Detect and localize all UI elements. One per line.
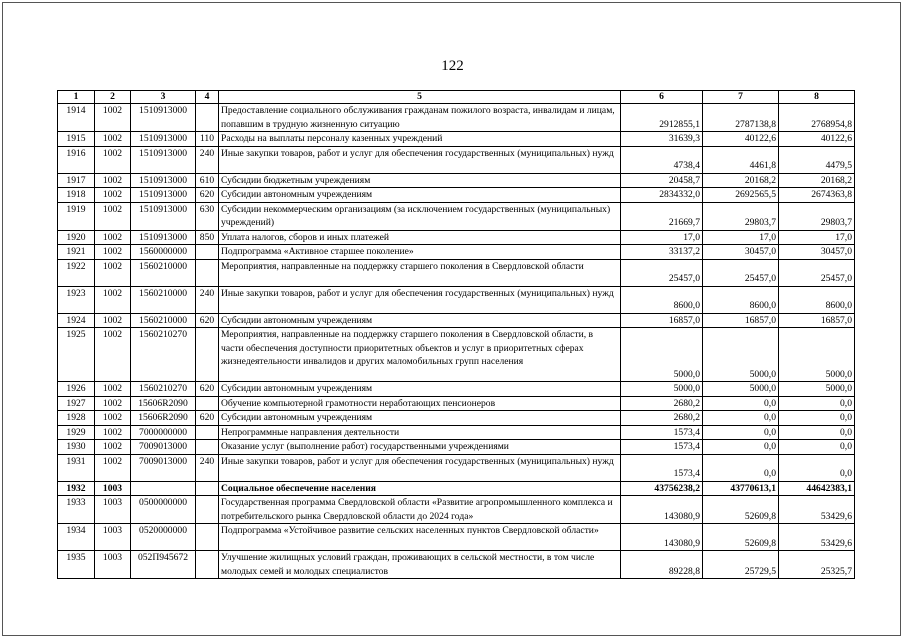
- cell-col-4: 620: [196, 411, 219, 426]
- cell-col-5: Мероприятия, направленные на поддержку старшего поколения в Свердловской области: [219, 259, 621, 286]
- cell-col-6: 1573,4: [621, 454, 703, 481]
- table-row: [58, 411, 855, 426]
- cell-col-6: 4738,4: [621, 146, 703, 173]
- table-row: [58, 382, 855, 397]
- cell-col-6: 43756238,2: [621, 481, 703, 496]
- cell-col-4: 620: [196, 313, 219, 328]
- cell-col-5: Предоставление социального обслуживания гражданам пожилого возраста, инвалидам и лицам, попавшим в трудную жизненную ситуацию: [219, 104, 621, 132]
- cell-col-2: 1003: [95, 496, 131, 524]
- cell-col-3: 0500000000: [131, 496, 196, 524]
- table-body: [58, 104, 855, 579]
- cell-col-7: 52609,8: [703, 496, 779, 524]
- table-row: [58, 173, 855, 188]
- cell-col-6: 89228,8: [621, 551, 703, 579]
- table-row: [58, 440, 855, 455]
- cell-col-8: 30457,0: [779, 245, 855, 260]
- cell-col-8: 0,0: [779, 396, 855, 411]
- cell-col-1: 1919: [58, 202, 95, 230]
- cell-col-6: 2912855,1: [621, 104, 703, 132]
- cell-col-1: 1920: [58, 230, 95, 245]
- cell-col-4: 850: [196, 230, 219, 245]
- header-col-5: 5: [219, 91, 621, 104]
- cell-col-7: 17,0: [703, 230, 779, 245]
- cell-col-6: 25457,0: [621, 259, 703, 286]
- table-row: [58, 524, 855, 551]
- cell-col-5: Подпрограмма «Устойчивое развитие сельских населенных пунктов Свердловской области»: [219, 524, 621, 551]
- cell-col-1: 1930: [58, 440, 95, 455]
- cell-col-6: 143080,9: [621, 524, 703, 551]
- cell-col-4: 240: [196, 146, 219, 173]
- cell-col-1: 1917: [58, 173, 95, 188]
- cell-col-3: 1560210270: [131, 328, 196, 382]
- cell-col-7: 0,0: [703, 454, 779, 481]
- cell-col-4: 630: [196, 202, 219, 230]
- cell-col-5: Улучшение жилищных условий граждан, проживающих в сельской местности, в том числе молодых семей и молодых специалистов: [219, 551, 621, 579]
- cell-col-6: 2834332,0: [621, 188, 703, 203]
- table-row: [58, 496, 855, 524]
- cell-col-1: 1926: [58, 382, 95, 397]
- cell-col-4: [196, 396, 219, 411]
- cell-col-2: 1002: [95, 146, 131, 173]
- cell-col-5: Иные закупки товаров, работ и услуг для обеспечения государственных (муниципальных) нужд: [219, 146, 621, 173]
- cell-col-4: 620: [196, 188, 219, 203]
- cell-col-8: 5000,0: [779, 328, 855, 382]
- header-col-4: 4: [196, 91, 219, 104]
- cell-col-5: Уплата налогов, сборов и иных платежей: [219, 230, 621, 245]
- cell-col-7: 20168,2: [703, 173, 779, 188]
- cell-col-2: 1002: [95, 286, 131, 313]
- header-col-1: 1: [58, 91, 95, 104]
- cell-col-3: 1560210000: [131, 313, 196, 328]
- header-col-2: 2: [95, 91, 131, 104]
- cell-col-1: 1933: [58, 496, 95, 524]
- cell-col-5: Субсидии автономным учреждениям: [219, 411, 621, 426]
- cell-col-4: 610: [196, 173, 219, 188]
- cell-col-7: 52609,8: [703, 524, 779, 551]
- cell-col-7: 16857,0: [703, 313, 779, 328]
- page-number: 122: [441, 58, 464, 74]
- cell-col-6: 143080,9: [621, 496, 703, 524]
- cell-col-3: 7009013000: [131, 454, 196, 481]
- table-header-row: [58, 91, 855, 104]
- cell-col-7: 40122,6: [703, 132, 779, 147]
- cell-col-2: 1002: [95, 440, 131, 455]
- cell-col-7: 2692565,5: [703, 188, 779, 203]
- cell-col-7: 0,0: [703, 440, 779, 455]
- cell-col-6: 5000,0: [621, 328, 703, 382]
- cell-col-3: 1510913000: [131, 104, 196, 132]
- cell-col-8: 0,0: [779, 454, 855, 481]
- cell-col-8: 4479,5: [779, 146, 855, 173]
- header-col-8: 8: [779, 91, 855, 104]
- cell-col-1: 1921: [58, 245, 95, 260]
- table-row: [58, 396, 855, 411]
- cell-col-1: 1934: [58, 524, 95, 551]
- table-row: [58, 188, 855, 203]
- table-row: [58, 202, 855, 230]
- cell-col-8: 53429,6: [779, 524, 855, 551]
- cell-col-5: Субсидии некоммерческим организациям (за исключением государственных (муниципальных) учреждений): [219, 202, 621, 230]
- cell-col-5: Обучение компьютерной грамотности неработающих пенсионеров: [219, 396, 621, 411]
- cell-col-1: 1927: [58, 396, 95, 411]
- cell-col-2: 1002: [95, 396, 131, 411]
- cell-col-8: 53429,6: [779, 496, 855, 524]
- cell-col-5: Подпрограмма «Активное старшее поколение»: [219, 245, 621, 260]
- cell-col-7: 4461,8: [703, 146, 779, 173]
- cell-col-8: 44642383,1: [779, 481, 855, 496]
- cell-col-5: Государственная программа Свердловской области «Развитие агропромышленного комплекса и потребительского рынка Свердловской области до 2024 года»: [219, 496, 621, 524]
- table-row: [58, 230, 855, 245]
- cell-col-5: Субсидии автономным учреждениям: [219, 382, 621, 397]
- cell-col-3: 0520000000: [131, 524, 196, 551]
- cell-col-1: 1914: [58, 104, 95, 132]
- cell-col-1: 1925: [58, 328, 95, 382]
- cell-col-6: 2680,2: [621, 396, 703, 411]
- cell-col-2: 1002: [95, 411, 131, 426]
- cell-col-2: 1002: [95, 259, 131, 286]
- cell-col-2: 1002: [95, 454, 131, 481]
- cell-col-6: 5000,0: [621, 382, 703, 397]
- cell-col-4: [196, 259, 219, 286]
- cell-col-6: 16857,0: [621, 313, 703, 328]
- cell-col-8: 8600,0: [779, 286, 855, 313]
- cell-col-4: 620: [196, 382, 219, 397]
- cell-col-3: 1510913000: [131, 173, 196, 188]
- cell-col-6: 21669,7: [621, 202, 703, 230]
- cell-col-2: 1002: [95, 230, 131, 245]
- cell-col-3: 1560210270: [131, 382, 196, 397]
- cell-col-4: 110: [196, 132, 219, 147]
- cell-col-2: 1002: [95, 425, 131, 440]
- cell-col-2: 1003: [95, 481, 131, 496]
- cell-col-8: 29803,7: [779, 202, 855, 230]
- table-row: [58, 146, 855, 173]
- cell-col-6: 31639,3: [621, 132, 703, 147]
- cell-col-1: 1928: [58, 411, 95, 426]
- cell-col-7: 5000,0: [703, 328, 779, 382]
- cell-col-7: 29803,7: [703, 202, 779, 230]
- cell-col-6: 20458,7: [621, 173, 703, 188]
- cell-col-4: [196, 328, 219, 382]
- cell-col-7: 5000,0: [703, 382, 779, 397]
- cell-col-1: 1918: [58, 188, 95, 203]
- cell-col-4: [196, 245, 219, 260]
- cell-col-4: [196, 524, 219, 551]
- cell-col-5: Расходы на выплаты персоналу казенных учреждений: [219, 132, 621, 147]
- cell-col-3: 15606R2090: [131, 396, 196, 411]
- cell-col-2: 1002: [95, 382, 131, 397]
- table-row: [58, 313, 855, 328]
- cell-col-8: 25325,7: [779, 551, 855, 579]
- cell-col-5: Непрограммные направления деятельности: [219, 425, 621, 440]
- cell-col-5: Мероприятия, направленные на поддержку старшего поколения в Свердловской области, в части обеспечения доступности приоритетных объектов и услуг в приоритетных сферах жизнедеятельности инвалидов и других маломобильных групп населения: [219, 328, 621, 382]
- cell-col-1: 1931: [58, 454, 95, 481]
- header-col-7: 7: [703, 91, 779, 104]
- cell-col-3: 1510913000: [131, 202, 196, 230]
- cell-col-3: [131, 481, 196, 496]
- cell-col-5: Иные закупки товаров, работ и услуг для обеспечения государственных (муниципальных) нужд: [219, 454, 621, 481]
- cell-col-1: 1932: [58, 481, 95, 496]
- cell-col-3: 7000000000: [131, 425, 196, 440]
- cell-col-5: Субсидии бюджетным учреждениям: [219, 173, 621, 188]
- cell-col-5: Социальное обеспечение населения: [219, 481, 621, 496]
- cell-col-2: 1002: [95, 328, 131, 382]
- cell-col-2: 1003: [95, 524, 131, 551]
- cell-col-3: 1510913000: [131, 146, 196, 173]
- cell-col-5: Субсидии автономным учреждениям: [219, 188, 621, 203]
- cell-col-5: Оказание услуг (выполнение работ) государственными учреждениями: [219, 440, 621, 455]
- cell-col-1: 1924: [58, 313, 95, 328]
- cell-col-6: 2680,2: [621, 411, 703, 426]
- cell-col-3: 1510913000: [131, 230, 196, 245]
- cell-col-3: 1560210000: [131, 259, 196, 286]
- cell-col-4: [196, 440, 219, 455]
- cell-col-4: [196, 425, 219, 440]
- table-row: [58, 481, 855, 496]
- cell-col-5: Иные закупки товаров, работ и услуг для обеспечения государственных (муниципальных) нужд: [219, 286, 621, 313]
- cell-col-8: 2674363,8: [779, 188, 855, 203]
- cell-col-8: 5000,0: [779, 382, 855, 397]
- cell-col-7: 8600,0: [703, 286, 779, 313]
- cell-col-7: 25457,0: [703, 259, 779, 286]
- cell-col-4: [196, 551, 219, 579]
- cell-col-7: 0,0: [703, 425, 779, 440]
- table-row: [58, 132, 855, 147]
- cell-col-5: Субсидии автономным учреждениям: [219, 313, 621, 328]
- cell-col-6: 33137,2: [621, 245, 703, 260]
- cell-col-4: [196, 104, 219, 132]
- cell-col-7: 2787138,8: [703, 104, 779, 132]
- cell-col-3: 1510913000: [131, 132, 196, 147]
- cell-col-7: 0,0: [703, 396, 779, 411]
- cell-col-7: 0,0: [703, 411, 779, 426]
- cell-col-6: 1573,4: [621, 425, 703, 440]
- cell-col-3: 1510913000: [131, 188, 196, 203]
- cell-col-8: 20168,2: [779, 173, 855, 188]
- cell-col-8: 25457,0: [779, 259, 855, 286]
- cell-col-6: 17,0: [621, 230, 703, 245]
- cell-col-8: 40122,6: [779, 132, 855, 147]
- cell-col-2: 1002: [95, 313, 131, 328]
- cell-col-2: 1002: [95, 245, 131, 260]
- cell-col-3: 1560000000: [131, 245, 196, 260]
- cell-col-2: 1002: [95, 188, 131, 203]
- cell-col-1: 1922: [58, 259, 95, 286]
- header-col-3: 3: [131, 91, 196, 104]
- cell-col-2: 1003: [95, 551, 131, 579]
- cell-col-8: 16857,0: [779, 313, 855, 328]
- cell-col-8: 0,0: [779, 411, 855, 426]
- cell-col-2: 1002: [95, 104, 131, 132]
- table-row: [58, 286, 855, 313]
- cell-col-7: 25729,5: [703, 551, 779, 579]
- cell-col-1: 1929: [58, 425, 95, 440]
- table-row: [58, 551, 855, 579]
- cell-col-3: 1560210000: [131, 286, 196, 313]
- cell-col-2: 1002: [95, 173, 131, 188]
- cell-col-4: [196, 496, 219, 524]
- cell-col-4: [196, 481, 219, 496]
- cell-col-7: 43770613,1: [703, 481, 779, 496]
- cell-col-7: 30457,0: [703, 245, 779, 260]
- cell-col-8: 0,0: [779, 425, 855, 440]
- cell-col-6: 8600,0: [621, 286, 703, 313]
- table-row: [58, 328, 855, 382]
- cell-col-2: 1002: [95, 202, 131, 230]
- table-row: [58, 259, 855, 286]
- table-row: [58, 104, 855, 132]
- cell-col-8: 2768954,8: [779, 104, 855, 132]
- cell-col-1: 1923: [58, 286, 95, 313]
- cell-col-8: 17,0: [779, 230, 855, 245]
- cell-col-3: 7009013000: [131, 440, 196, 455]
- cell-col-4: 240: [196, 286, 219, 313]
- cell-col-3: 052П945672: [131, 551, 196, 579]
- table-row: [58, 425, 855, 440]
- cell-col-2: 1002: [95, 132, 131, 147]
- budget-table: [57, 90, 855, 579]
- table-row: [58, 245, 855, 260]
- cell-col-4: 240: [196, 454, 219, 481]
- cell-col-3: 15606R2090: [131, 411, 196, 426]
- table-row: [58, 454, 855, 481]
- header-col-6: 6: [621, 91, 703, 104]
- cell-col-8: 0,0: [779, 440, 855, 455]
- cell-col-1: 1915: [58, 132, 95, 147]
- cell-col-6: 1573,4: [621, 440, 703, 455]
- cell-col-1: 1916: [58, 146, 95, 173]
- cell-col-1: 1935: [58, 551, 95, 579]
